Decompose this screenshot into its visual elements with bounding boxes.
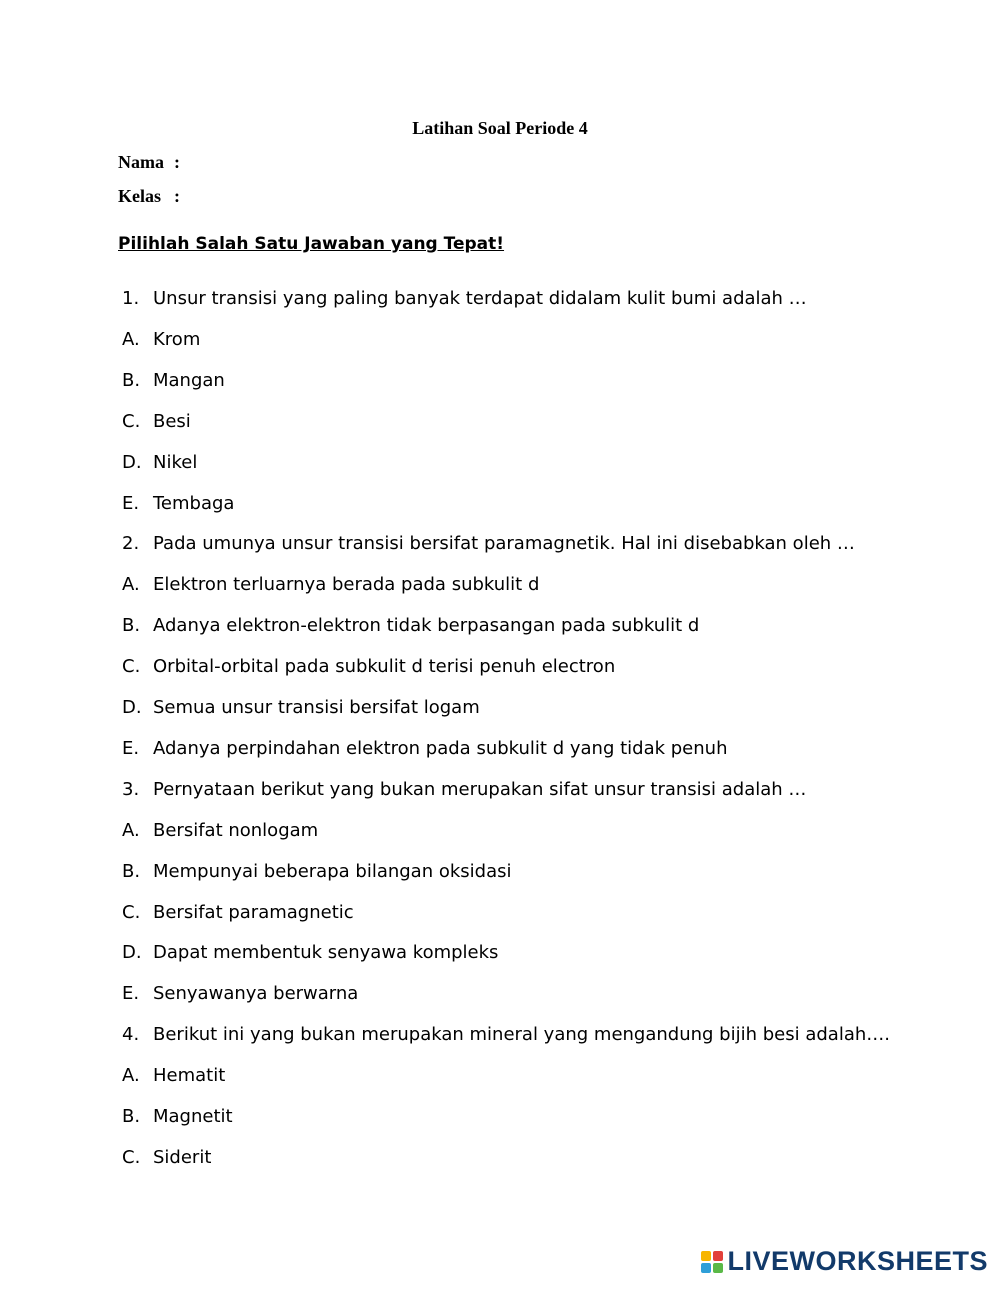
question-4 [122, 1024, 890, 1045]
option-letter: B. [122, 370, 141, 391]
option-item [122, 370, 225, 391]
option-text: Adanya perpindahan elektron pada subkulit d yang tidak penuh [153, 738, 728, 759]
option-item [122, 861, 512, 882]
option-text: Nikel [153, 452, 198, 473]
question-text: Unsur transisi yang paling banyak terdapat didalam kulit bumi adalah … [153, 288, 807, 309]
option-item [122, 738, 727, 759]
question-3 [122, 779, 806, 800]
option-item [122, 1065, 225, 1086]
logo-block [701, 1251, 711, 1261]
option-item [122, 452, 197, 473]
option-item [122, 615, 699, 636]
kelas-label: Kelas [118, 186, 161, 206]
option-letter: A. [122, 820, 140, 841]
question-text: Pernyataan berikut yang bukan merupakan sifat unsur transisi adalah … [153, 779, 807, 800]
option-letter: E. [122, 983, 140, 1004]
option-text: Mangan [153, 370, 225, 391]
logo-block [713, 1251, 723, 1261]
option-text: Bersifat paramagnetic [153, 902, 354, 923]
option-text: Hematit [153, 1065, 226, 1086]
option-text: Adanya elektron-elektron tidak berpasangan pada subkulit d [153, 615, 700, 636]
liveworksheets-logo [701, 1246, 988, 1277]
option-letter: C. [122, 1147, 141, 1168]
option-item [122, 574, 539, 595]
option-text: Besi [153, 411, 191, 432]
option-item [122, 983, 358, 1004]
option-text: Senyawanya berwarna [153, 983, 359, 1004]
kelas-separator: : [174, 186, 180, 206]
nama-separator: : [174, 152, 180, 172]
option-letter: B. [122, 1106, 141, 1127]
option-letter: A. [122, 1065, 140, 1086]
option-letter: E. [122, 493, 140, 514]
option-letter: D. [122, 942, 142, 963]
option-item [122, 902, 354, 923]
option-text: Tembaga [153, 493, 235, 514]
option-letter: B. [122, 615, 141, 636]
option-item [122, 697, 480, 718]
logo-blocks-icon [701, 1251, 723, 1273]
option-letter: E. [122, 738, 140, 759]
logo-text: LIVEWORKSHEETS [727, 1246, 988, 1276]
option-item [122, 1147, 211, 1168]
option-item [122, 493, 234, 514]
option-item [122, 1106, 233, 1127]
logo-block [713, 1263, 723, 1273]
worksheet-title: Latihan Soal Periode 4 [412, 118, 588, 138]
option-item [122, 820, 318, 841]
option-letter: A. [122, 574, 140, 595]
option-letter: C. [122, 902, 141, 923]
question-2 [122, 533, 855, 554]
option-letter: D. [122, 452, 142, 473]
option-text: Dapat membentuk senyawa kompleks [153, 942, 499, 963]
option-letter: C. [122, 656, 141, 677]
kelas-field [118, 186, 180, 207]
logo-block [701, 1263, 711, 1273]
option-text: Siderit [153, 1147, 212, 1168]
question-text: Berikut ini yang bukan merupakan mineral yang mengandung bijih besi adalah…. [153, 1024, 890, 1045]
option-item [122, 329, 200, 350]
question-1 [122, 288, 807, 309]
option-letter: C. [122, 411, 141, 432]
question-number: 1. [122, 288, 140, 309]
option-item [122, 656, 615, 677]
question-number: 2. [122, 533, 140, 554]
option-text: Mempunyai beberapa bilangan oksidasi [153, 861, 512, 882]
option-letter: B. [122, 861, 141, 882]
option-text: Krom [153, 329, 201, 350]
option-letter: D. [122, 697, 142, 718]
question-number: 3. [122, 779, 140, 800]
nama-field [118, 152, 180, 173]
question-text: Pada umunya unsur transisi bersifat paramagnetik. Hal ini disebabkan oleh … [153, 533, 855, 554]
option-text: Orbital-orbital pada subkulit d terisi penuh electron [153, 656, 616, 677]
option-item [122, 411, 191, 432]
instruction-heading: Pilihlah Salah Satu Jawaban yang Tepat! [118, 234, 505, 254]
option-text: Magnetit [153, 1106, 233, 1127]
option-text: Semua unsur transisi bersifat logam [153, 697, 480, 718]
option-letter: A. [122, 329, 140, 350]
option-text: Elektron terluarnya berada pada subkulit d [153, 574, 540, 595]
option-item [122, 942, 498, 963]
option-text: Bersifat nonlogam [153, 820, 319, 841]
nama-label: Nama [118, 152, 164, 172]
question-number: 4. [122, 1024, 140, 1045]
